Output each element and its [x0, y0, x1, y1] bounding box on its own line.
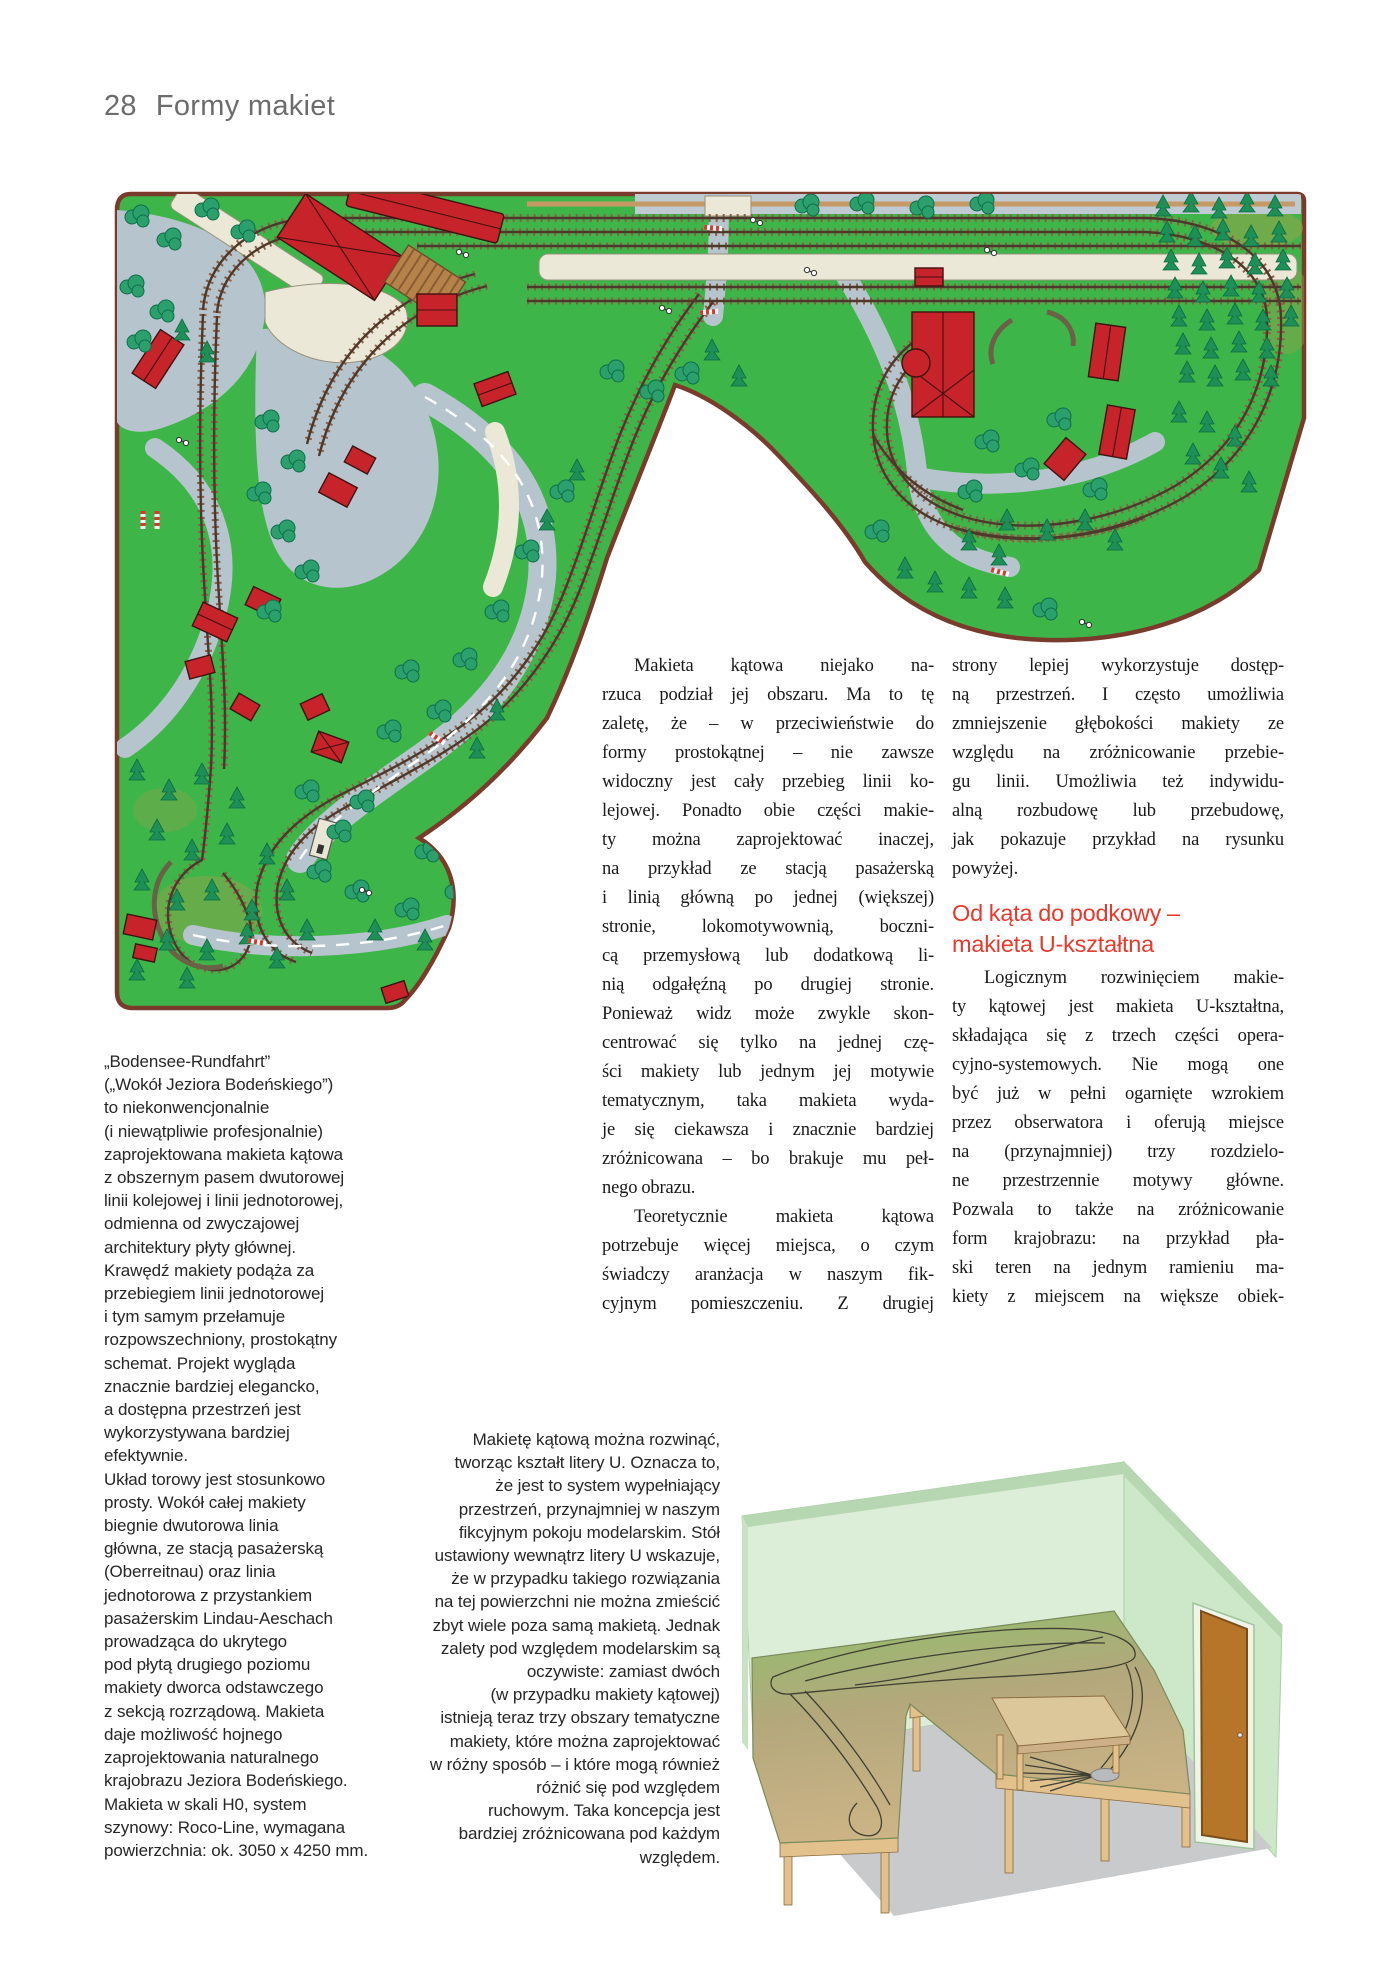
section-heading: Od kąta do podkowy – makieta U-kształtna: [952, 900, 1180, 957]
room-illustration-svg: [735, 1445, 1355, 1945]
body-column-2: [952, 652, 1284, 1312]
room-illustration: [735, 1445, 1355, 1945]
body-paragraph-1: Makieta kątowa niejako na- rzuca podział jej obszaru. Ma to tę zaletę, że – w przeciwieństwie do formy prostokątnej – nie zawsze widoczny jest cały przebieg linii ko- lejowej. Ponadto obie części makie- ty można zaprojektować inaczej, na przykład ze stacją pasażerską i linią główną po jednej (większej) stronie, lokomotywownią, boczni- cą przemysłową lub dodatkową li- nią odgałęźną po drugiej stronie. Ponieważ widz może zwykle skon- centrować się tylko na jednej czę- ści makiety lub jednym jej motywie tematycznym, taka makieta wyda- je się ciekawsza i znacznie bardziej zróżnicowana – bo brakuje mu peł- nego obrazu.: [602, 656, 934, 1198]
section-title: Formy makiet: [155, 90, 336, 122]
page-header: [104, 90, 335, 123]
door-handle: [1238, 1733, 1242, 1737]
body-paragraph-4: Logicznym rozwinięciem makie- ty kątowej jest makieta U-kształtna, składająca się z trzech części opera- cyjno-systemowych. Nie mogą one być już w pełni ogarnięte wzrokiem przez obserwatora i oferują miejsce na (przynajmniej) trzy rozdzielo- ne przestrzennie motywy główne. Pozwala to także na zróżnicowanie form krajobrazu: na przykład pła- ski teren na jednym ramieniu ma- kiety z miejscem na większe obiek-: [952, 968, 1284, 1307]
body-paragraph-3: strony lepiej wykorzystuje dostęp- ną przestrzeń. I często umożliwia zmniejszenie głębokości makiety ze względu na zróżnicowanie przebie- gu linii. Umożliwia też indywidu- alną rozbudowę lub przebudowę, jak pokazuje przykład na rysunku powyżej.: [952, 656, 1284, 879]
map-caption: „Bodensee-Rundfahrt” („Wokół Jeziora Bodeńskiego”) to niekonwencjonalnie (i niewątpliwie profesjonalnie) zaprojektowana makieta kątowa z obszernym pasem dwutorowej linii kolejowej i linii jednotorowej, odmienna od zwyczajowej architektury płyty głównej. Krawędź makiety podąża za przebiegiem linii jednotorowej i tym samym przełamuje rozpowszechniony, prostokątny schemat. Projekt wygląda znacznie bardziej elegancko, a dostępna przestrzeń jest wykorzystywana bardziej efektywnie. Układ torowy jest stosunkowo prosty. Wokół całej makiety biegnie dwutorowa linia główna, ze stacją pasażerską (Oberreitnau) oraz linia jednotorowa z przystankiem pasażerskim Lindau-Aeschach prowadząca do ukrytego pod płytą drugiego poziomu makiety dworca odstawczego z sekcją rozrządową. Makieta daje możliwość hojnego zaprojektowania naturalnego krajobrazu Jeziora Bodeńskiego. Makieta w skali H0, system szynowy: Roco-Line, wymagana powierzchnia: ok. 3050 x 4250 mm.: [104, 1052, 369, 1860]
page-number: 28: [104, 90, 137, 122]
door-panel: [1201, 1611, 1247, 1842]
body-paragraph-2: Teoretycznie makieta kątowa potrzebuje więcej miejsca, o czym świadczy aranżacja w naszym fik- cyjnym pomieszczeniu. Z drugiej: [602, 1207, 934, 1314]
body-column-1: [602, 652, 934, 1319]
door: [1193, 1603, 1254, 1849]
figure-caption: Makietę kątową można rozwinąć, tworząc kształt litery U. Oznacza to, że jest to system wypełniający przestrzeń, przynajmniej w naszym fikcyjnym pokoju modelarskim. Stół ustawiony wewnątrz litery U wskazuje, że w przypadku takiego rozwiązania na tej powierzchni nie można zmieścić zbyt wiele poza samą makietą. Jednak zalety pod względem modelarskim są oczywiste: zamiast dwóch (w przypadku makiety kątowej) istnieją teraz trzy obszary tematyczne makiety, które można zaprojektować w różny sposób – i które mogą również różnić się pod względem ruchowym. Taka koncepcja jest bardziej zróżnicowana pod każdym względem.: [429, 1430, 720, 1867]
